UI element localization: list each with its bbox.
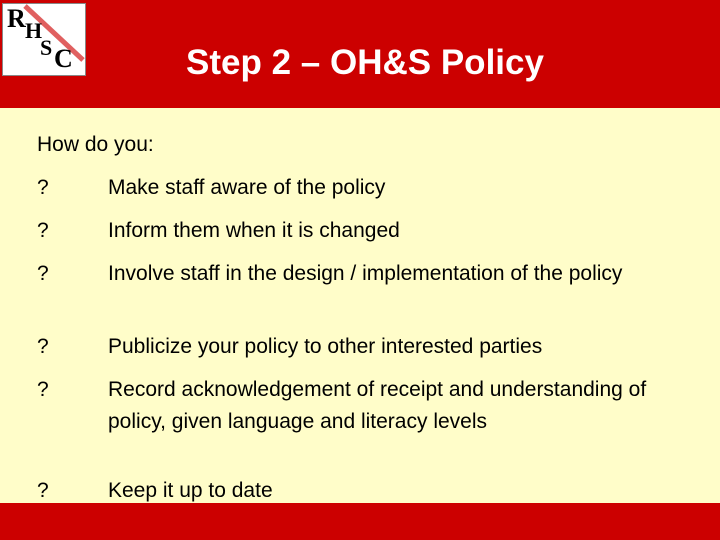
intro-text: How do you: [37, 133, 154, 156]
list-item-text: Involve staff in the design / implementation of the policy [108, 262, 623, 285]
bullet-mark: ? [37, 219, 49, 242]
logo-letter-h: H [25, 18, 43, 43]
list-item-text: Record acknowledgement of receipt and understanding of policy, given language and literacy levels [108, 378, 647, 433]
bullet-mark: ? [37, 378, 49, 401]
logo-letter-c: C [54, 44, 73, 73]
list-item-text: Publicize your policy to other interested parties [108, 335, 543, 358]
logo-letter-r: R [7, 4, 26, 33]
bullet-mark: ? [37, 176, 49, 199]
bullet-mark: ? [37, 262, 49, 285]
rhsc-logo [2, 3, 86, 76]
list-item-text: Make staff aware of the policy [108, 176, 386, 199]
bullet-mark: ? [37, 479, 49, 502]
footer-band [0, 503, 720, 540]
slide-title: Step 2 – OH&S Policy [186, 43, 544, 82]
list-item-text: Keep it up to date [108, 479, 273, 502]
list-item-text: Inform them when it is changed [108, 219, 400, 242]
logo-letter-s: S [40, 35, 53, 60]
bullet-mark: ? [37, 335, 49, 358]
